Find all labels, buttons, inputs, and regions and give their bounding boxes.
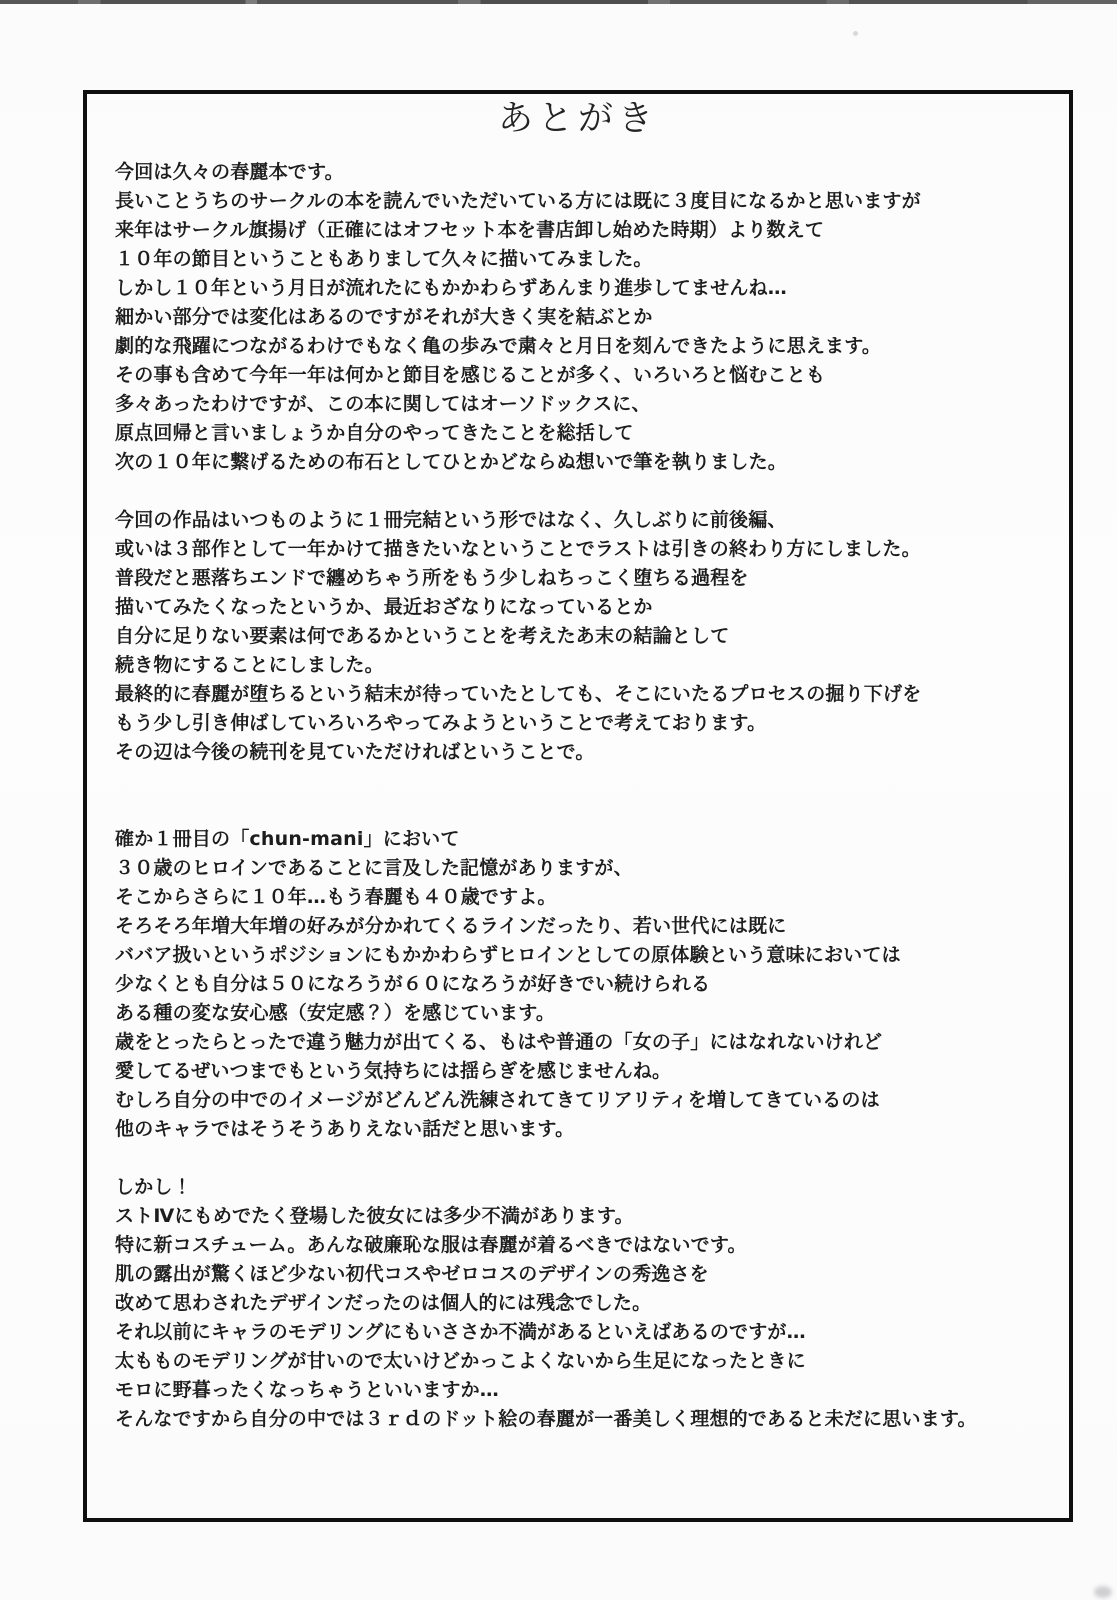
text-line: 特に新コスチューム。あんな破廉恥な服は春麗が着るべきではないです。	[115, 1234, 747, 1256]
text-line: 次の１０年に繋げるための布石としてひとかどならぬ想いで筆を執りました。	[115, 451, 788, 473]
paragraph-heroine-age	[115, 825, 1069, 1144]
scan-edge-artifact	[0, 0, 1117, 4]
text-line: 少なくとも自分は５０になろうが６０になろうが好きでい続けられる	[115, 973, 711, 995]
text-line: ババア扱いというポジションにもかかわらずヒロインとしての原体験という意味においては	[115, 944, 901, 966]
text-line: 原点回帰と言いましょうか自分のやってきたことを総括して	[115, 422, 634, 444]
afterword-frame	[83, 90, 1073, 1522]
text-line: そんなですから自分の中では３ｒｄのドット絵の春麗が一番美しく理想的であると未だに思います。	[115, 1408, 977, 1430]
text-line: 多々あったわけですが、この本に関してはオーソドックスに、	[115, 393, 651, 415]
text-line: 肌の露出が驚くほど少ない初代コスやゼロコスのデザインの秀逸さを	[115, 1263, 709, 1285]
text-line: 長いことうちのサークルの本を読んでいただいている方には既に３度目になるかと思いますが	[115, 190, 921, 212]
text-line: 歳をとったらとったで違う魅力が出てくる、もはや普通の「女の子」にはなれないけれど	[115, 1031, 883, 1053]
text-line: 来年はサークル旗揚げ（正確にはオフセット本を書店卸し始めた時期）より数えて	[115, 219, 825, 241]
page-title: あとがき	[497, 99, 658, 139]
text-line: 細かい部分では変化はあるのですがそれが大きく実を結ぶとか	[115, 306, 653, 328]
text-line: ３０歳のヒロインであることに言及した記憶がありますが、	[115, 857, 633, 879]
text-line: 描いてみたくなったというか、最近おざなりになっているとか	[115, 596, 653, 618]
text-line: ストⅣにもめでたく登場した彼女には多少不満があります。	[115, 1205, 634, 1227]
text-line: もう少し引き伸ばしていろいろやってみようということで考えております。	[115, 712, 767, 734]
scan-smudge	[1094, 1586, 1112, 1598]
text-line: 自分に足りない要素は何であるかということを考えたあ末の結論として	[115, 625, 730, 647]
text-line: 最終的に春麗が堕ちるという結末が待っていたとしても、そこにいたるプロセスの掘り下げを	[115, 683, 922, 705]
text-line: 確か１冊目の「chun-mani」において	[115, 828, 460, 850]
text-line: 改めて思わされたデザインだったのは個人的には残念でした。	[115, 1292, 652, 1314]
text-line: １０年の節目ということもありまして久々に描いてみました。	[115, 248, 653, 270]
text-line: 続き物にすることにしました。	[115, 654, 384, 676]
text-line: そこからさらに１０年…もう春麗も４０歳ですよ。	[115, 886, 557, 908]
text-line: 劇的な飛躍につながるわけでもなく亀の歩みで粛々と月日を刻んできたように思えます。	[115, 335, 882, 357]
text-line: むしろ自分の中でのイメージがどんどん洗練されてきてリアリティを増してきているのは	[115, 1089, 880, 1111]
text-line: 今回は久々の春麗本です。	[115, 161, 344, 183]
afterword-text	[115, 158, 1069, 1434]
text-line: その事も含めて今年一年は何かと節目を感じることが多く、いろいろと悩むことも	[115, 364, 826, 386]
text-line: 普段だと悪落ちエンドで纏めちゃう所をもう少しねちっこく堕ちる過程を	[115, 567, 749, 589]
scan-speck	[853, 31, 858, 36]
text-line: 他のキャラではそうそうありえない話だと思います。	[115, 1118, 575, 1140]
text-line: ある種の変な安心感（安定感？）を感じています。	[115, 1002, 556, 1024]
text-line: その辺は今後の続刊を見ていただければということで。	[115, 741, 595, 763]
text-line: しかし！	[115, 1176, 192, 1198]
text-line: それ以前にキャラのモデリングにもいささか不満があるといえばあるのですが…	[115, 1321, 806, 1343]
text-line: 或いは３部作として一年かけて描きたいなということでラストは引きの終わり方にしました。	[115, 538, 921, 560]
text-line: 今回の作品はいつものように１冊完結という形ではなく、久しぶりに前後編、	[115, 509, 787, 531]
text-line: モロに野暮ったくなっちゃうといいますか…	[115, 1379, 500, 1401]
paragraph-story-plan	[115, 506, 1069, 767]
text-line: 太もものモデリングが甘いので太いけどかっこよくないから生足になったときに	[115, 1350, 806, 1372]
text-line: 愛してるぜいつまでもという気持ちには揺らぎを感じませんね。	[115, 1060, 672, 1082]
paragraph-sf4-complaints	[115, 1173, 1069, 1434]
text-line: しかし１０年という月日が流れたにもかかわらずあんまり進歩してませんね…	[115, 277, 788, 299]
paragraph-intro	[115, 158, 1069, 477]
text-line: そろそろ年増大年増の好みが分かれてくるラインだったり、若い世代には既に	[115, 915, 787, 937]
